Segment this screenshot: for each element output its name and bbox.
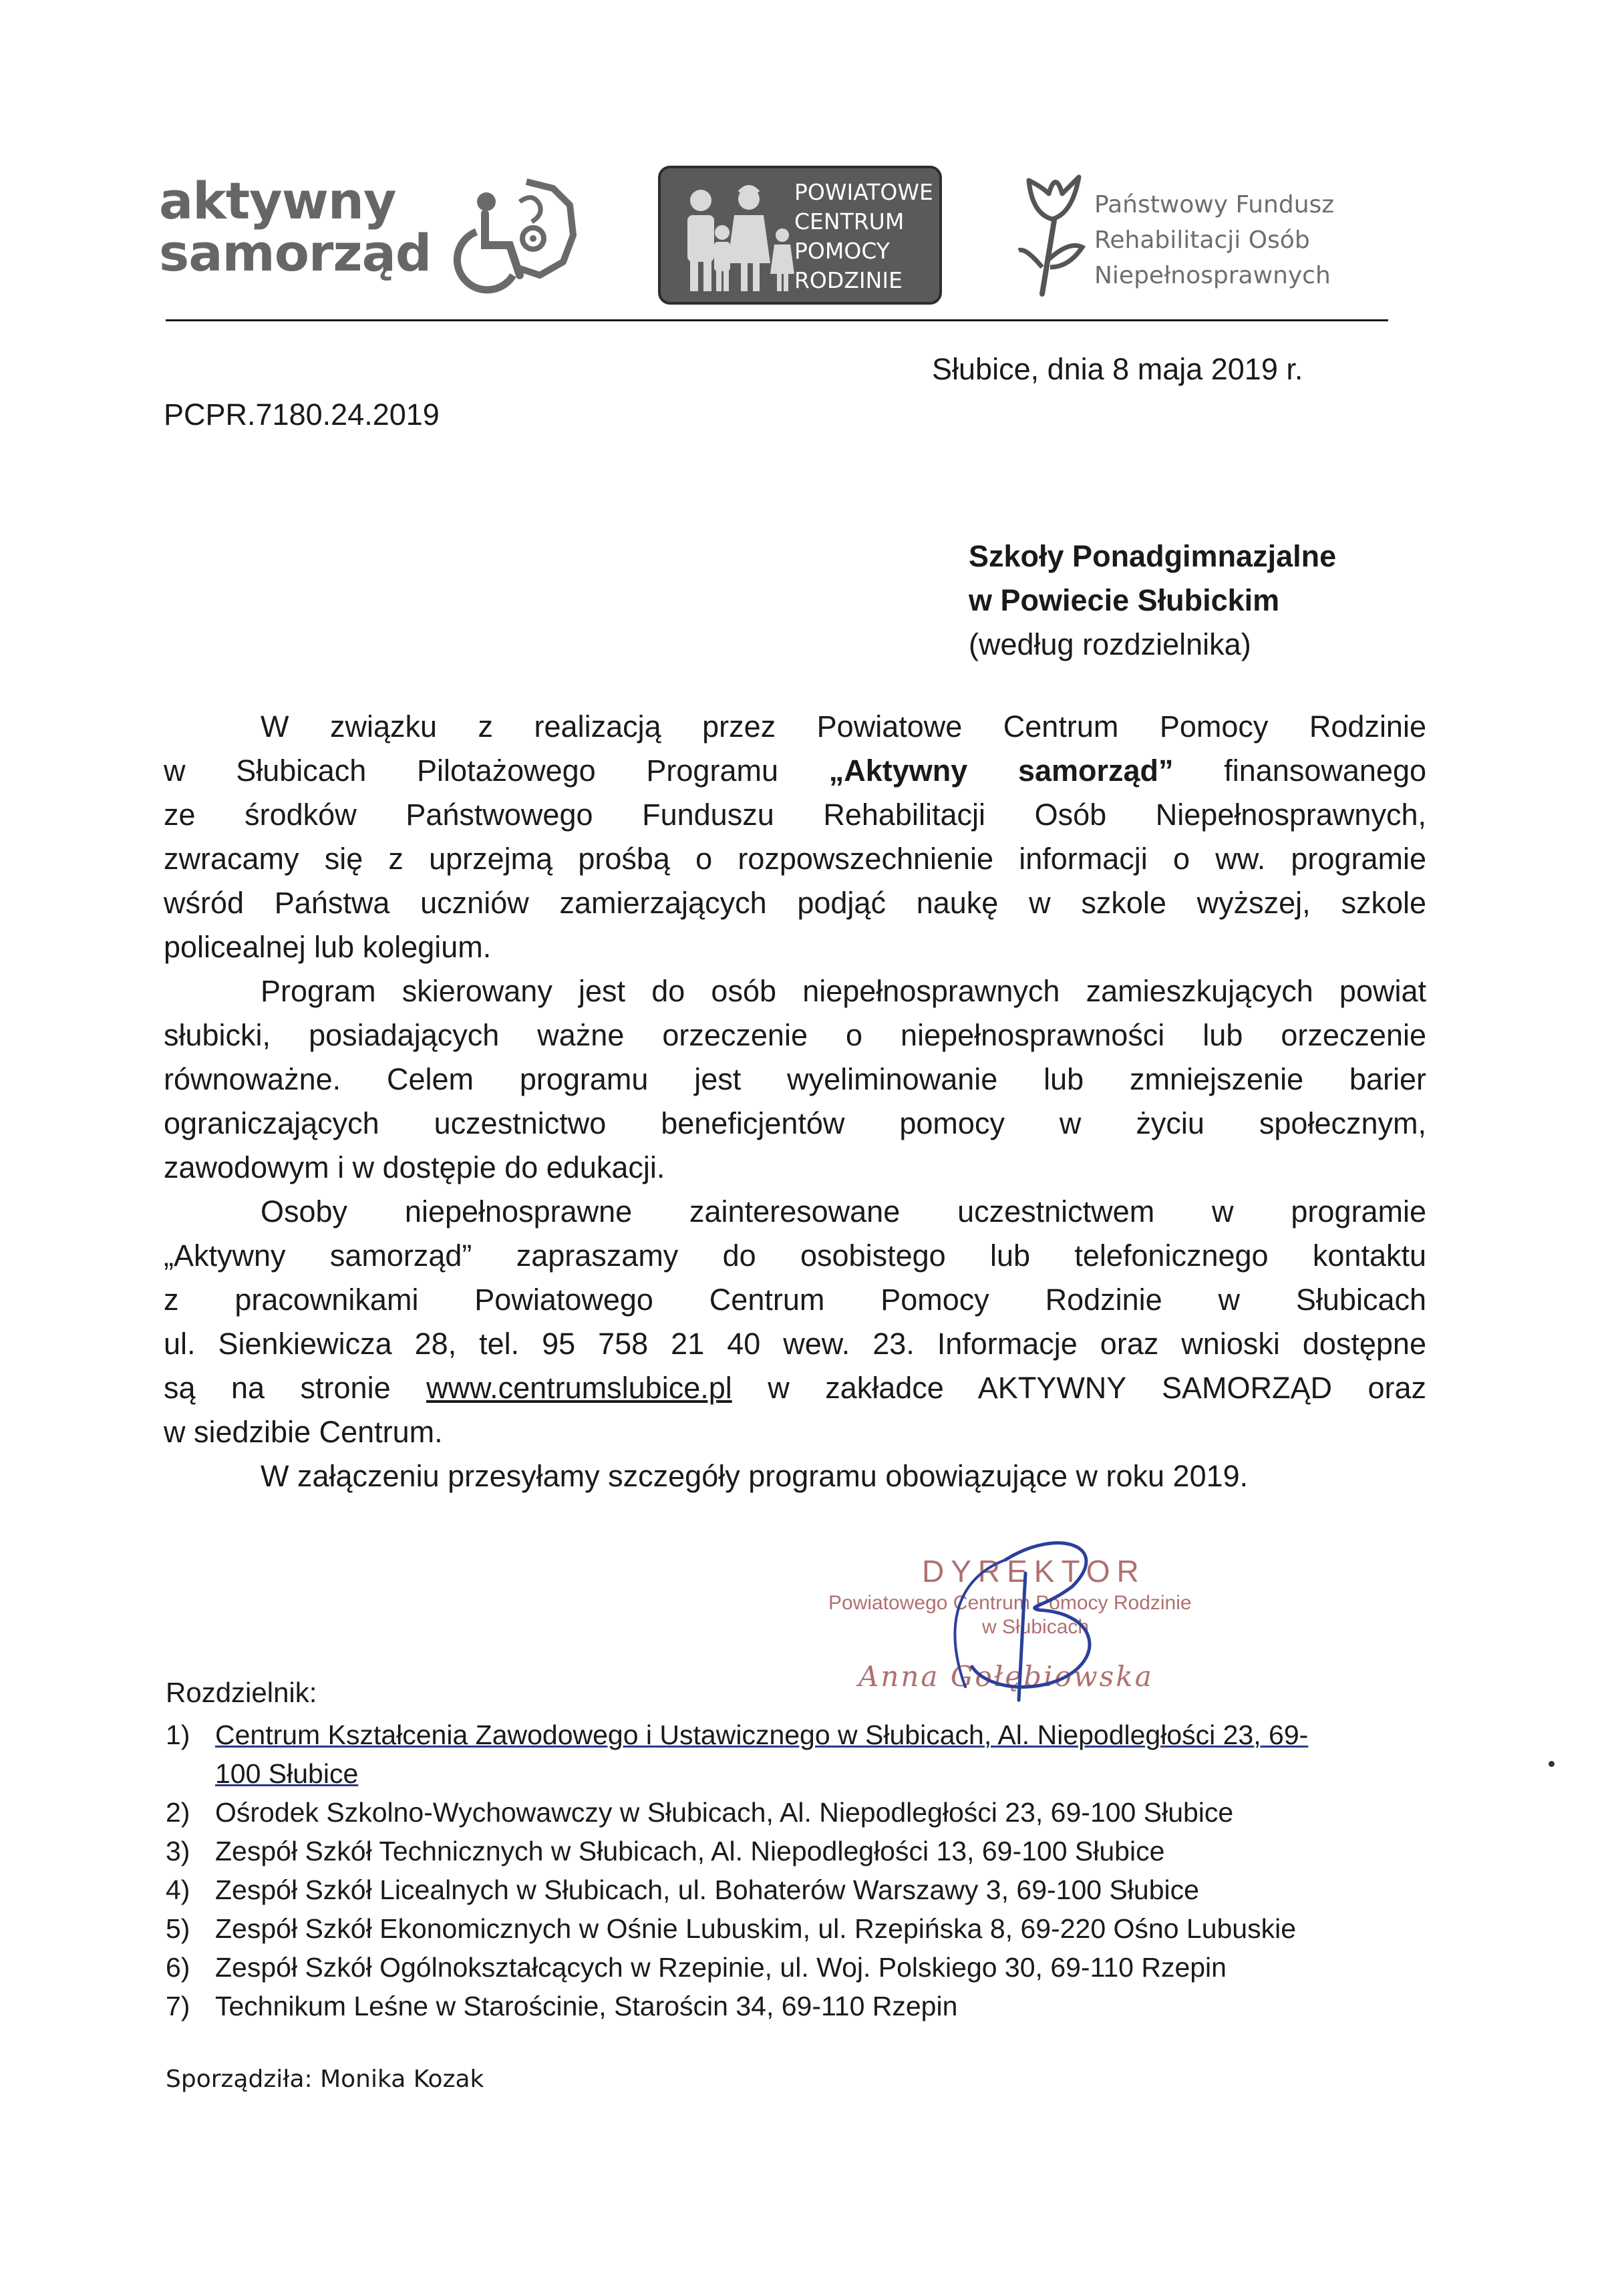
list-item	[166, 1987, 1435, 2025]
logo-pcpr	[658, 166, 942, 305]
text-line: ul. Sienkiewicza 28, tel. 95 758 21 40 wew. 23. Informacje oraz wnioski dostępne	[164, 1327, 1426, 1361]
text-line: Program skierowany jest do osób niepełnosprawnych zamieszkujących powiat	[261, 974, 1426, 1008]
text-line: w siedzibie Centrum.	[164, 1415, 443, 1449]
pcpr-line: CENTRUM	[794, 208, 905, 234]
list-number: 7)	[166, 1991, 190, 2021]
stamp-name: Anna Gołębiowska	[858, 1660, 1154, 1693]
pfron-line: Niepełnosprawnych	[1094, 262, 1331, 289]
list-number: 2)	[166, 1797, 190, 1828]
signature-mark	[925, 1533, 1146, 1713]
list-item	[166, 1948, 1435, 1987]
text-line: wśród Państwa uczniów zamierzających podjąć naukę w szkole wyższej, szkole	[164, 886, 1426, 920]
stamp-title: DYREKTOR	[922, 1554, 1146, 1589]
pcpr-line: RODZINIE	[794, 267, 903, 293]
logo-aktywny-samorzad	[159, 171, 587, 302]
pfron-line: Rehabilitacji Osób	[1094, 226, 1310, 254]
text-line: w Słubicach Pilotażowego Programu „Aktywny samorząd” finansowanego	[164, 754, 1426, 788]
recipient-line: Szkoły Ponadgimnazjalne	[969, 539, 1337, 573]
list-item	[166, 1909, 1435, 1948]
distribution-list	[166, 1715, 1435, 2025]
list-text: Zespół Szkół Ogólnokształcących w Rzepinie, ul. Woj. Polskiego 30, 69-110 Rzepin	[215, 1952, 1227, 1983]
program-name: „Aktywny samorząd”	[828, 754, 1174, 788]
logo-pfron	[1015, 167, 1390, 301]
list-number: 4)	[166, 1874, 190, 1905]
list-text: Zespół Szkół Technicznych w Słubicach, Al. Niepodległości 13, 69-100 Słubice	[215, 1836, 1165, 1866]
list-text: Zespół Szkół Ekonomicznych w Ośnie Lubuskim, ul. Rzepińska 8, 69-220 Ośno Lubuskie	[215, 1913, 1297, 1944]
tulip-icon	[1015, 167, 1096, 301]
text-line: zwracamy się z uprzejmą prośbą o rozpowszechnienie informacji o ww. programie	[164, 842, 1426, 876]
paragraph-1	[164, 705, 1426, 969]
header-divider	[166, 319, 1388, 321]
pfron-line: Państwowy Fundusz	[1094, 191, 1335, 218]
text-line: „Aktywny samorząd” zapraszamy do osobistego lub telefonicznego kontaktu	[164, 1239, 1426, 1273]
stamp-institution: Powiatowego Centrum Pomocy Rodzinie	[828, 1592, 1192, 1614]
list-text: 100 Słubice	[215, 1758, 359, 1789]
text-line: równoważne. Celem programu jest wyeliminowanie lub zmniejszenie barier	[164, 1062, 1426, 1096]
text-line: ze środków Państwowego Funduszu Rehabilitacji Osób Niepełnosprawnych,	[164, 798, 1426, 832]
paragraph-2	[164, 969, 1426, 1190]
scan-dot	[1549, 1761, 1555, 1767]
distribution-label: Rozdzielnik:	[166, 1677, 317, 1708]
text-line: z pracownikami Powiatowego Centrum Pomocy Rodzinie w Słubicach	[164, 1283, 1426, 1317]
text-line: są na stronie www.centrumslubice.pl w zakładce AKTYWNY SAMORZĄD oraz	[164, 1371, 1427, 1405]
list-text: Technikum Leśne w Starościnie, Starościn 34, 69-110 Rzepin	[215, 1991, 958, 2021]
list-item	[166, 1870, 1435, 1909]
list-text: Centrum Kształcenia Zawodowego i Ustawicznego w Słubicach, Al. Niepodległości 23, 69-	[215, 1719, 1309, 1750]
reference-number: PCPR.7180.24.2019	[164, 397, 440, 432]
recipient-note: (według rozdzielnika)	[969, 627, 1251, 661]
list-number: 6)	[166, 1952, 190, 1983]
text-line: zawodowym i w dostępie do edukacji.	[164, 1150, 665, 1184]
paragraph-4: W załączeniu przesyłamy szczegóły programu obowiązujące w roku 2019.	[261, 1459, 1249, 1493]
list-item	[166, 1715, 1438, 1793]
place-date: Słubice, dnia 8 maja 2019 r.	[932, 352, 1303, 386]
pcpr-line: POMOCY	[794, 238, 890, 264]
website-link[interactable]: www.centrumslubice.pl	[426, 1371, 732, 1405]
list-number: 5)	[166, 1913, 190, 1944]
recipient-block	[969, 534, 1336, 667]
accessibility-icon	[446, 175, 580, 302]
logo-aktywny-text: aktywny	[159, 171, 396, 230]
list-item	[166, 1793, 1435, 1832]
text-line: ograniczających uczestnictwo beneficjentów pomocy w życiu społecznym,	[164, 1106, 1426, 1140]
list-number: 3)	[166, 1836, 190, 1866]
family-icon	[675, 180, 802, 294]
list-text: Zespół Szkół Licealnych w Słubicach, ul. Bohaterów Warszawy 3, 69-100 Słubice	[215, 1874, 1199, 1905]
text-line: Osoby niepełnosprawne zainteresowane uczestnictwem w programie	[261, 1194, 1426, 1228]
text-line: słubicki, posiadających ważne orzeczenie o niepełnosprawności lub orzeczenie	[164, 1018, 1426, 1052]
list-item	[166, 1832, 1435, 1870]
paragraph-3	[164, 1190, 1426, 1454]
stamp-city: w Słubicach	[982, 1616, 1090, 1638]
list-text: Ośrodek Szkolno-Wychowawczy w Słubicach, Al. Niepodległości 23, 69-100 Słubice	[215, 1797, 1234, 1828]
logo-samorzad-text: samorząd	[159, 223, 432, 283]
pcpr-line: POWIATOWE	[794, 179, 933, 205]
list-number: 1)	[166, 1719, 190, 1750]
text-line: W związku z realizacją przez Powiatowe Centrum Pomocy Rodzinie	[261, 709, 1426, 744]
director-stamp	[822, 1540, 1236, 1713]
recipient-line: w Powiecie Słubickim	[969, 583, 1280, 617]
text-line: policealnej lub kolegium.	[164, 930, 492, 964]
prepared-by: Sporządziła: Monika Kozak	[166, 2066, 484, 2093]
pfron-name	[1094, 187, 1334, 293]
pcpr-name	[794, 178, 941, 295]
